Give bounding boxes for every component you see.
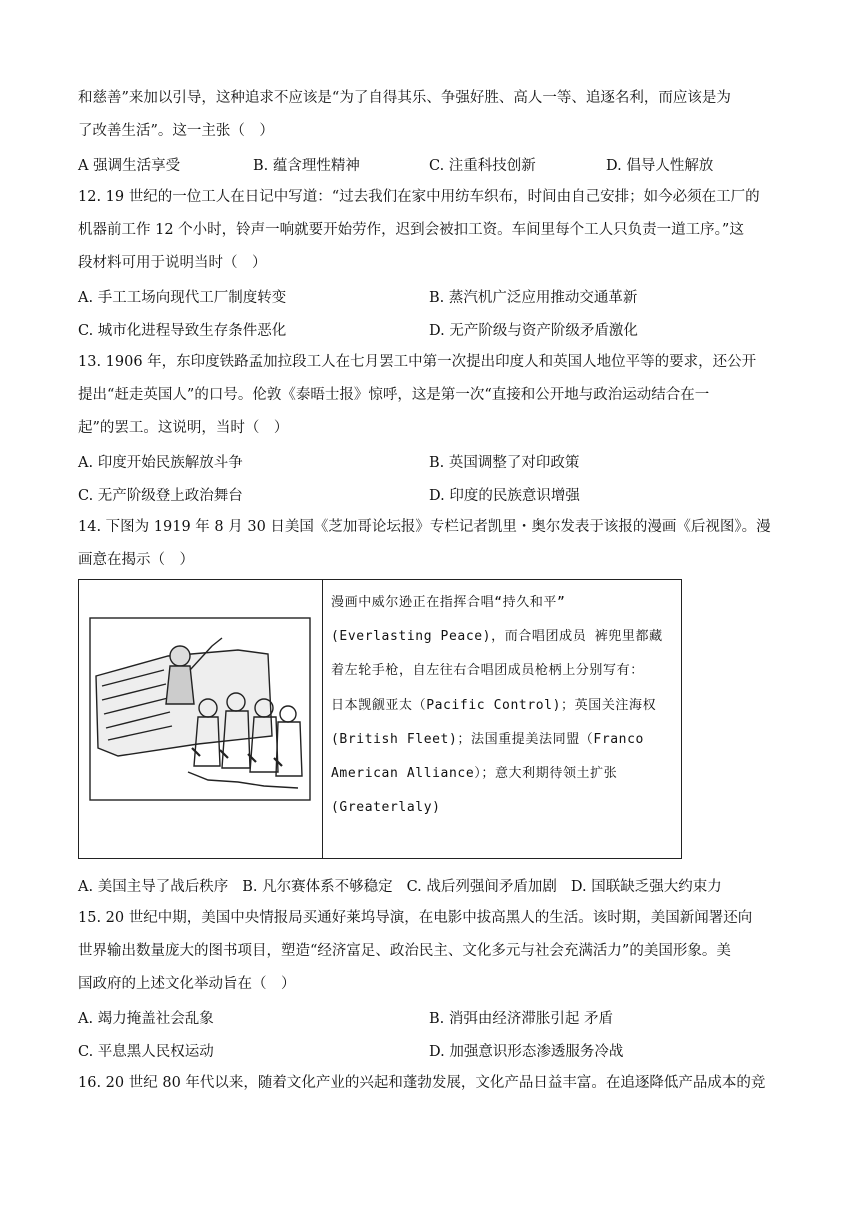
option-c[interactable]: C. 无产阶级登上政治舞台 (78, 488, 243, 504)
cartoon-table (78, 579, 682, 859)
question-text-line: 提出“赶走英国人”的口号。伦敦《泰晤士报》惊呼，这是第一次“直接和公开地与政治运动结合在一 (78, 387, 710, 403)
cartoon-description (323, 580, 681, 858)
question-text-line: 12. 19 世纪的一位工人在日记中写道：“过去我们在家中用纺车织布，时间由自己安排；如今必须在工厂的 (78, 189, 760, 205)
question-text-line: 世界输出数量庞大的图书项目，塑造“经济富足、政治民主、文化多元与社会充满活力”的美国形象。美 (78, 943, 731, 959)
question-16 (78, 1067, 790, 1100)
option-d[interactable]: D. 倡导人性解放 (606, 158, 714, 174)
exam-page (78, 82, 790, 1100)
answer-options (78, 1001, 790, 1034)
question-text-line: 段材料可用于说明当时（ ） (78, 255, 267, 271)
question-12 (78, 181, 790, 346)
answer-options (78, 478, 790, 511)
cartoon-drawing-icon (88, 616, 312, 802)
question-text-line: 起”的罢工。这说明，当时（ ） (78, 420, 289, 436)
question-13 (78, 346, 790, 511)
option-d[interactable]: D. 国联缺乏强大约束力 (570, 879, 722, 895)
answer-options (78, 280, 790, 313)
question-11 (78, 82, 790, 181)
option-c[interactable]: C. 注重科技创新 (429, 158, 536, 174)
answer-options (78, 445, 790, 478)
option-a[interactable]: A 强调生活享受 (78, 158, 181, 174)
question-text-line: 14. 下图为 1919 年 8 月 30 日美国《芝加哥论坛报》专栏记者凯里・奥尔发表于该报的漫画《后视图》。漫 (78, 519, 771, 535)
question-14 (78, 511, 790, 902)
question-15 (78, 902, 790, 1067)
description-line: (Greaterlaly) (331, 800, 441, 816)
answer-options (78, 148, 790, 181)
option-c[interactable]: C. 平息黑人民权运动 (78, 1044, 214, 1060)
description-line: 着左轮手枪，自左往右合唱团成员枪柄上分别写有： (331, 663, 644, 679)
description-line: (British Fleet)；法国重提美法同盟（Franco (331, 731, 644, 747)
option-b[interactable]: B. 消弭由经济滞胀引起 矛盾 (429, 1011, 613, 1027)
option-b[interactable]: B. 蕴含理性精神 (253, 158, 360, 174)
option-d[interactable]: D. 无产阶级与资产阶级矛盾激化 (429, 323, 638, 339)
option-a[interactable]: A. 手工工场向现代工厂制度转变 (78, 290, 287, 306)
description-line: 日本觊觎亚太（Pacific Control)；英国关注海权 (331, 697, 657, 713)
option-a[interactable]: A. 竭力掩盖社会乱象 (78, 1011, 214, 1027)
option-d[interactable]: D. 印度的民族意识增强 (429, 488, 580, 504)
answer-options (78, 869, 790, 902)
option-c[interactable]: C. 战后列强间矛盾加剧 (406, 879, 557, 895)
option-b[interactable]: B. 蒸汽机广泛应用推动交通革新 (429, 290, 638, 306)
option-c[interactable]: C. 城市化进程导致生存条件恶化 (78, 323, 287, 339)
question-text-line: 和慈善”来加以引导，这种追求不应该是“为了自得其乐、争强好胜、高人一等、追逐名利，而应该是为 (78, 90, 731, 106)
cartoon-image (79, 580, 323, 858)
option-d[interactable]: D. 加强意识形态渗透服务冷战 (429, 1044, 624, 1060)
description-line: (Everlasting Peace)，而合唱团成员 裤兜里都藏 (331, 629, 663, 645)
answer-options (78, 313, 790, 346)
option-a[interactable]: A. 印度开始民族解放斗争 (78, 455, 243, 471)
question-text-line: 了改善生活”。这一主张（ ） (78, 123, 274, 139)
question-text-line: 16. 20 世纪 80 年代以来，随着文化产业的兴起和蓬勃发展，文化产品日益丰富。在追逐降低产品成本的竞 (78, 1075, 766, 1091)
option-b[interactable]: B. 凡尔赛体系不够稳定 (242, 879, 393, 895)
question-text-line: 机器前工作 12 个小时，铃声一响就要开始劳作，迟到会被扣工资。车间里每个工人只负责一道工序。”这 (78, 222, 744, 238)
question-text-line: 15. 20 世纪中期，美国中央情报局买通好莱坞导演，在电影中拔高黑人的生活。该时期，美国新闻署还向 (78, 910, 753, 926)
question-text-line: 国政府的上述文化举动旨在（ ） (78, 976, 296, 992)
answer-options (78, 1034, 790, 1067)
description-line: 漫画中威尔逊正在指挥合唱“持久和平” (331, 595, 566, 610)
description-line: American Alliance）；意大利期待领土扩张 (331, 766, 618, 782)
option-b[interactable]: B. 英国调整了对印政策 (429, 455, 580, 471)
option-a[interactable]: A. 美国主导了战后秩序 (78, 879, 229, 895)
question-text-line: 13. 1906 年，东印度铁路孟加拉段工人在七月罢工中第一次提出印度人和英国人地位平等的要求，还公开 (78, 354, 757, 370)
question-text-line: 画意在揭示（ ） (78, 552, 194, 568)
